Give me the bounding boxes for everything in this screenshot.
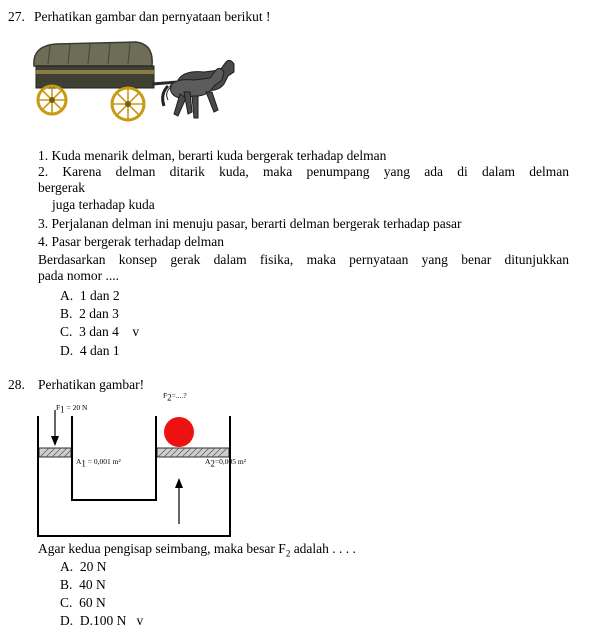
a2-label: $A_2=0,005$ m²: [205, 457, 246, 469]
q28-option-a[interactable]: [60, 558, 107, 575]
q27-option-a[interactable]: [60, 287, 120, 304]
a1-label: $A_1 = 0,001$ m²: [76, 457, 121, 469]
option-letter: D.: [60, 613, 74, 628]
q28-prompt: Perhatikan gambar!: [38, 377, 145, 392]
q27-prompt: Perhatikan gambar dan pernyataan berikut !: [34, 9, 271, 24]
red-ball: [164, 417, 194, 447]
f2-label: $F_2=$....?: [163, 391, 187, 403]
q27-option-d[interactable]: [60, 342, 120, 359]
option-text: 60 N: [79, 595, 106, 610]
option-text: D.100 N: [79, 613, 127, 628]
q27-statement-3: 3. Perjalanan delman ini menuju pasar, berarti delman bergerak terhadap pasar: [38, 216, 462, 231]
option-text: 1 dan 2: [79, 288, 120, 303]
q27-statement-2-cont-b: juga terhadap kuda: [52, 197, 155, 212]
q28-option-d[interactable]: [60, 612, 143, 629]
q28-number: 28.: [8, 377, 25, 392]
option-letter: B.: [60, 306, 73, 321]
q27-question-line1: Berdasarkan konsep gerak dalam fisika, maka pernyataan yang benar ditunjukkan: [38, 252, 569, 267]
option-letter: D.: [60, 343, 74, 358]
option-text: 4 dan 1: [79, 343, 120, 358]
option-letter: B.: [60, 577, 73, 592]
option-letter: C.: [60, 324, 73, 339]
f1-label: $F_1 = 20$ N: [56, 403, 88, 415]
answer-mark: v: [132, 324, 140, 339]
q27-number: 27.: [8, 9, 25, 24]
q28-question: Agar kedua pengisap seimbang, maka besar $F_2$ adalah . . . .: [38, 541, 356, 559]
answer-mark: v: [136, 613, 144, 628]
q27-statement-2: 2. Karena delman ditarik kuda, maka penumpang yang ada di dalam delman: [38, 164, 569, 179]
q27-option-c[interactable]: [60, 323, 139, 340]
q27-statement-4: 4. Pasar bergerak terhadap delman: [38, 234, 225, 249]
q28-option-c[interactable]: [60, 594, 106, 611]
option-letter: A.: [60, 559, 74, 574]
q27-statement-2-cont-a: bergerak: [38, 180, 85, 195]
option-text: 40 N: [79, 577, 106, 592]
horse-wagon-illustration: [28, 36, 240, 136]
option-letter: C.: [60, 595, 73, 610]
q27-statement-1: 1. Kuda menarik delman, berarti kuda bergerak terhadap delman: [38, 148, 387, 163]
option-letter: A.: [60, 288, 74, 303]
option-text: 2 dan 3: [79, 306, 119, 321]
option-text: 20 N: [79, 559, 107, 574]
q27-question-line2: pada nomor ....: [38, 268, 119, 283]
q27-option-b[interactable]: [60, 305, 119, 322]
q28-option-b[interactable]: [60, 576, 106, 593]
option-text: 3 dan 4: [79, 324, 119, 339]
